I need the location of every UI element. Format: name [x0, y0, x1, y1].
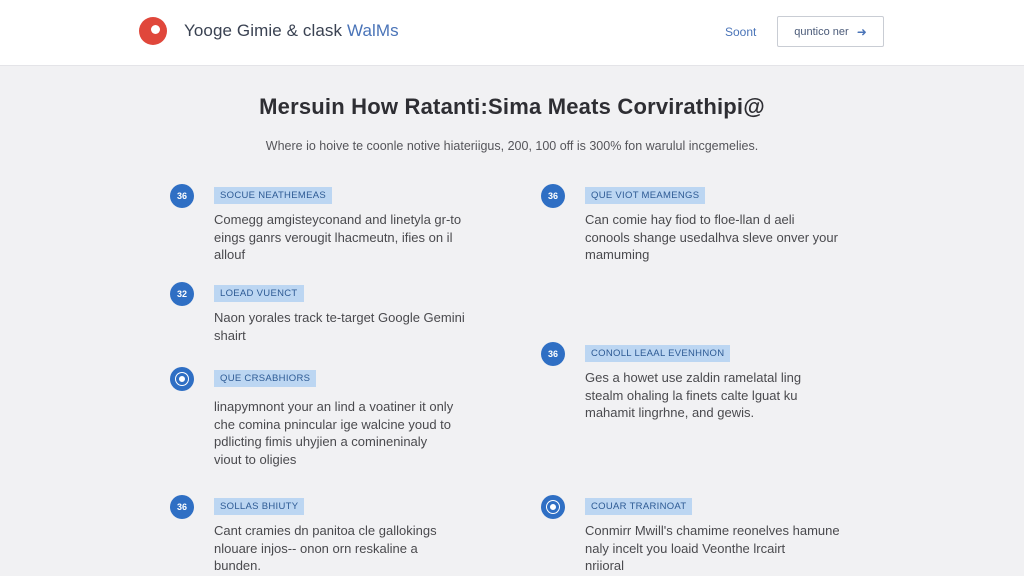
header-cta-button[interactable]	[777, 16, 884, 47]
feature-description	[214, 522, 437, 575]
header-cta-label: quntico ner	[794, 25, 849, 38]
feature-line: naly incelt you loaid Veonthe lrcairt	[585, 540, 786, 556]
feature-line: Cant cramies dn panitoa cle gallokings	[214, 523, 437, 538]
feature-line: mamuming	[585, 247, 650, 262]
feature-line: eings ganrs verougit lhacmeutn, ifies on il	[214, 229, 453, 245]
feature-line: mahamit lingrhne, and gewis.	[585, 405, 755, 420]
feature-line: pdlicting fimis uhyjien a comineninaly	[214, 434, 428, 449]
feature-line: conools shange usedalhva sleve onver your	[585, 229, 838, 245]
feature-line: Can comie hay fiod to floe-llan d aeli	[585, 212, 795, 227]
feature-line: linapymnont your an lind a voatiner it only	[214, 399, 454, 414]
feature-line: Conmirr Mwill's chamime reonelves hamune	[585, 523, 840, 538]
arrow-right-icon: ➜	[856, 24, 867, 39]
feature-line: Comegg amgisteyconand and linetyla gr-to	[214, 212, 462, 227]
feature-tag: LOEAD VUENCT	[214, 285, 304, 302]
feature-item	[541, 184, 861, 262]
feature-tag: QUE CRSABHIORS	[214, 370, 316, 387]
feature-item	[541, 342, 861, 420]
feature-description	[214, 211, 461, 264]
feature-circle-icon	[541, 495, 565, 519]
feature-tag: SOCUE NEATHEMEAS	[214, 187, 332, 204]
feature-line: che comina pnincular ige walcine youd to	[214, 416, 452, 432]
feature-item	[170, 367, 490, 467]
feature-description	[214, 398, 453, 468]
feature-line: viout to oligies	[214, 451, 297, 467]
app-title-main: Yooge Gimie & clask	[184, 21, 347, 40]
feature-tag: COUAR TRARINOAT	[585, 498, 692, 515]
feature-line: shairt	[214, 327, 246, 343]
feature-description	[214, 309, 465, 344]
feature-badge-icon: 32	[170, 282, 194, 306]
feature-line: bunden.	[214, 558, 261, 573]
feature-badge-icon: 36	[541, 342, 565, 366]
feature-badge-icon: 36	[170, 184, 194, 208]
feature-circle-icon	[170, 367, 194, 391]
feature-line: nlouare injos-- onon orn reskaline a	[214, 540, 418, 556]
feature-badge-icon: 36	[170, 495, 194, 519]
feature-tag: SOLLAS BHIUTY	[214, 498, 304, 515]
feature-description	[585, 369, 801, 422]
feature-item	[170, 282, 490, 342]
signin-link[interactable]: Soont	[725, 25, 757, 39]
top-header	[0, 0, 1024, 66]
feature-item	[541, 495, 861, 573]
hero-title: Mersuin How Ratanti:Sima Meats Corvirathipi@	[259, 94, 765, 119]
app-title	[184, 21, 399, 41]
feature-item	[170, 495, 490, 573]
feature-line: Ges a howet use zaldin ramelatal ling	[585, 370, 802, 385]
feature-line: allouf	[214, 247, 246, 262]
feature-line: nriioral	[585, 558, 625, 573]
feature-description	[585, 211, 838, 264]
feature-line: stealm ohaling la finets calte lguat ku	[585, 387, 798, 403]
app-logo-icon[interactable]	[139, 17, 167, 45]
feature-line: Naon yorales track te-target Google Gemini	[214, 310, 465, 325]
feature-tag: QUE VIOT MEAMENGS	[585, 187, 705, 204]
hero-subtitle: Where io hoive te coonle notive hiateriigus, 200, 100 off is 300% fon warulul incgemelies.	[265, 139, 759, 153]
feature-description	[585, 522, 840, 575]
feature-tag: CONOLL LEAAL EVENHNON	[585, 345, 730, 362]
feature-badge-icon: 36	[541, 184, 565, 208]
feature-item	[170, 184, 470, 262]
app-title-accent: WalMs	[346, 21, 399, 40]
